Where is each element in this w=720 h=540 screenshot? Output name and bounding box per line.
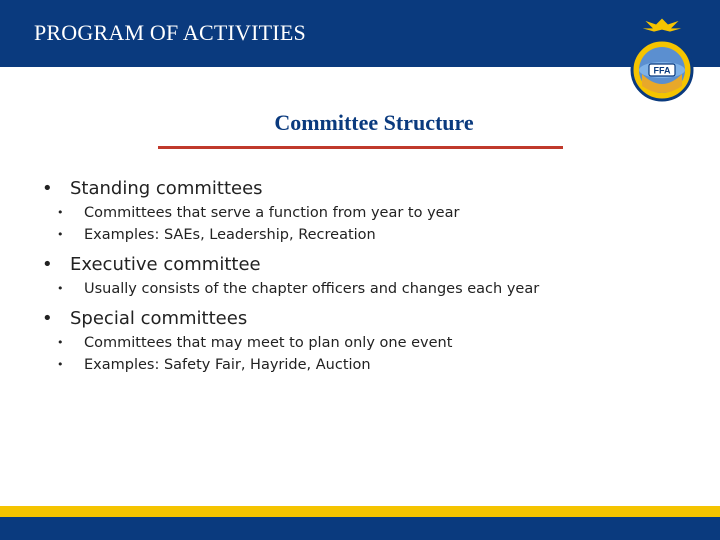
committee-list [42,176,682,382]
main-bullet [42,252,682,278]
group-title: Special committees [70,308,248,329]
sub-bullet [42,332,682,354]
sub-bullet [42,224,682,246]
sub-bullet [42,354,682,376]
sub-bullet-text: Committees that may meet to plan only one event [84,335,453,351]
sub-bullet-text: Usually consists of the chapter officers and changes each year [84,281,540,297]
main-bullet [42,306,682,332]
bullet-icon: • [57,358,64,371]
bullet-icon: • [42,254,53,275]
committee-group-standing [42,176,682,246]
bullet-icon: • [57,336,64,349]
ffa-emblem-icon [626,14,698,104]
sub-bullet-text: Examples: Safety Fair, Hayride, Auction [84,357,371,373]
section-subtitle: Committee Structure [274,110,474,135]
sub-bullet-text: Committees that serve a function from year to year [84,205,460,221]
bullet-icon: • [57,228,64,241]
bullet-icon: • [57,206,64,219]
group-title: Executive committee [70,254,261,275]
header-bar [0,0,720,67]
footer-gold-stripe [0,506,720,517]
emblem-label: FFA [653,65,671,76]
sub-bullet [42,278,682,300]
page-title: PROGRAM OF ACTIVITIES [34,20,306,45]
sub-bullet [42,202,682,224]
sub-bullet-text: Examples: SAEs, Leadership, Recreation [84,227,376,243]
bullet-icon: • [57,282,64,295]
main-bullet [42,176,682,202]
committee-group-executive [42,252,682,300]
bullet-icon: • [42,308,53,329]
group-title: Standing committees [70,178,263,199]
committee-group-special [42,306,682,376]
footer-navy-bar [0,517,720,540]
title-divider [158,146,563,149]
bullet-icon: • [42,178,53,199]
